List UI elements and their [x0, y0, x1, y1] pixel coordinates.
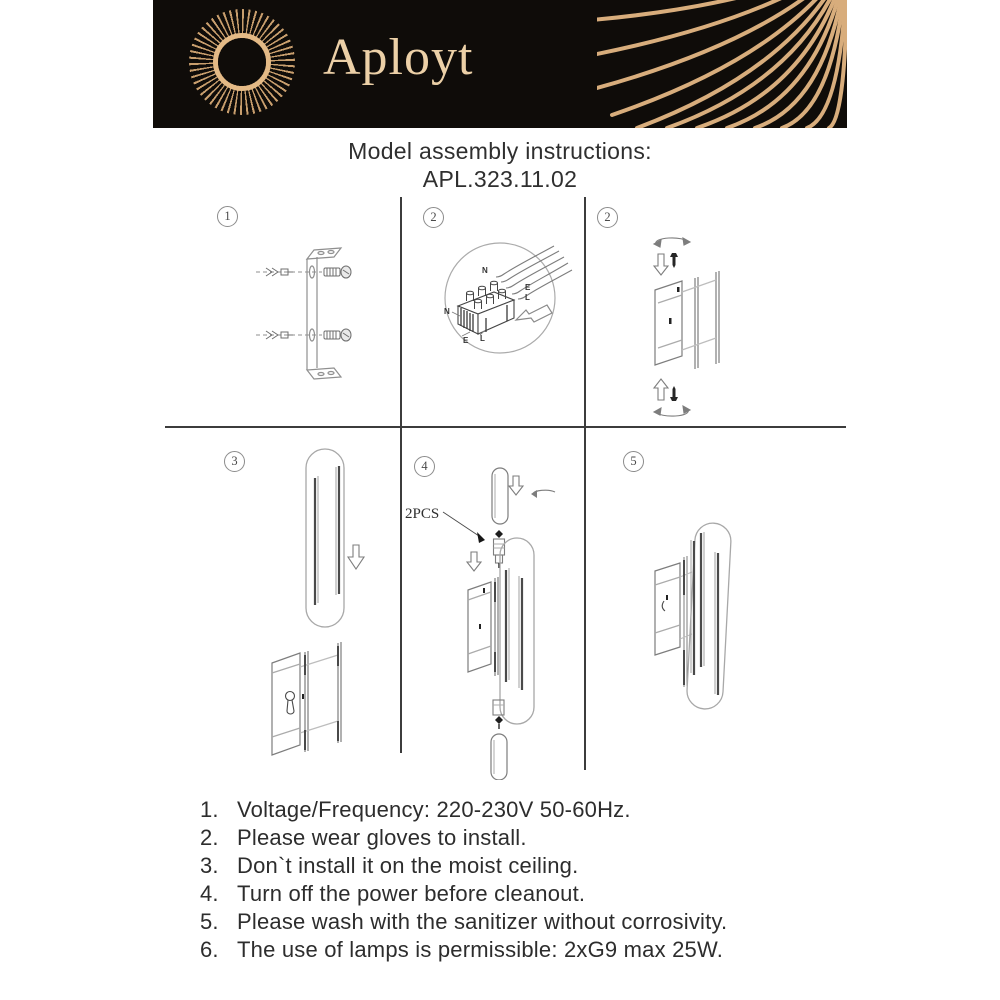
instruction-list: [200, 797, 727, 965]
terminal-label-n: N: [444, 307, 450, 316]
instruction-number: 5.: [200, 909, 219, 934]
instruction-text: Please wear gloves to install.: [237, 825, 527, 850]
panel-step4-bulbs-drawing: [403, 448, 583, 780]
down-arrow-icon: [509, 476, 523, 495]
panel-step2-wiring-drawing: [408, 232, 580, 427]
led-tubes: [506, 568, 522, 690]
wall-anchor-icon: [266, 268, 293, 339]
assembly-diagram: [0, 195, 1000, 785]
terminal-label-e: E: [463, 336, 469, 345]
step-badge-5: 5: [623, 451, 644, 472]
step-badge-3: 3: [224, 451, 245, 472]
instruction-item: [200, 797, 727, 825]
wire-label-n: N: [482, 266, 488, 275]
instruction-number: 3.: [200, 853, 219, 878]
grid-divider-vertical-1: [400, 197, 402, 753]
g9-bulb-socket: [494, 530, 505, 568]
brand-name: Aployt: [323, 29, 474, 86]
instruction-item: [200, 881, 727, 909]
step-badge-2a: 2: [423, 207, 444, 228]
instruction-text: The use of lamps is permissible: 2xG9 max 25W.: [237, 937, 724, 962]
led-tubes: [691, 532, 718, 695]
wall-plate: [655, 563, 680, 655]
grid-divider-vertical-2: [584, 197, 586, 770]
title-block: [0, 137, 1000, 193]
up-arrow-icon: [654, 379, 668, 400]
corner-rays-icon: [597, 0, 847, 128]
instruction-item: [200, 825, 727, 853]
bulb-quantity-label: 2PCS: [405, 506, 440, 522]
terminal-label-l: L: [480, 334, 485, 343]
page-title: Model assembly instructions:: [348, 138, 652, 164]
down-arrow-icon: [467, 552, 481, 571]
step-badge-2b: 2: [597, 207, 618, 228]
instruction-number: 2.: [200, 825, 219, 850]
step-badge-1: 1: [217, 206, 238, 227]
wire-label-e: E: [525, 283, 531, 292]
instruction-number: 1.: [200, 797, 219, 822]
instruction-text: Please wash with the sanitizer without corrosivity.: [237, 909, 728, 934]
keyhole-icon: [286, 692, 295, 715]
instruction-number: 4.: [200, 881, 219, 906]
panel-step3-ring-drawing: [210, 445, 400, 770]
lamp-body: [272, 642, 341, 755]
instruction-text: Voltage/Frequency: 220-230V 50-60Hz.: [237, 797, 631, 822]
instruction-item: [200, 909, 727, 937]
panel-step5-assembled-drawing: [598, 445, 790, 770]
screw-icon: [670, 386, 678, 401]
supply-wires: [496, 246, 572, 299]
sunburst-logo-icon: [189, 9, 295, 115]
g9-bulb-socket: [493, 700, 504, 729]
step-badge-4: 4: [414, 456, 435, 477]
led-tubes: [315, 466, 339, 605]
screw-icon: [670, 253, 678, 268]
instruction-item: [200, 853, 727, 881]
instruction-text: Don`t install it on the moist ceiling.: [237, 853, 579, 878]
panel-step1-bracket-drawing: [210, 235, 400, 425]
brand-banner: [153, 0, 847, 128]
model-number: APL.323.11.02: [422, 166, 578, 192]
diffuser-tube: [492, 468, 508, 524]
panel-step2-body-mounting-drawing: [598, 228, 783, 428]
down-arrow-icon: [348, 545, 364, 569]
instruction-text: Turn off the power before cleanout.: [237, 881, 586, 906]
instruction-item: [200, 937, 727, 965]
insert-arrow-icon: [516, 305, 552, 322]
screw-icon: [324, 266, 351, 341]
down-arrow-icon: [654, 254, 668, 275]
wire-label-l: L: [525, 293, 530, 302]
lamp-body: [655, 271, 719, 369]
diffuser-tube: [491, 734, 507, 780]
instruction-number: 6.: [200, 937, 219, 962]
